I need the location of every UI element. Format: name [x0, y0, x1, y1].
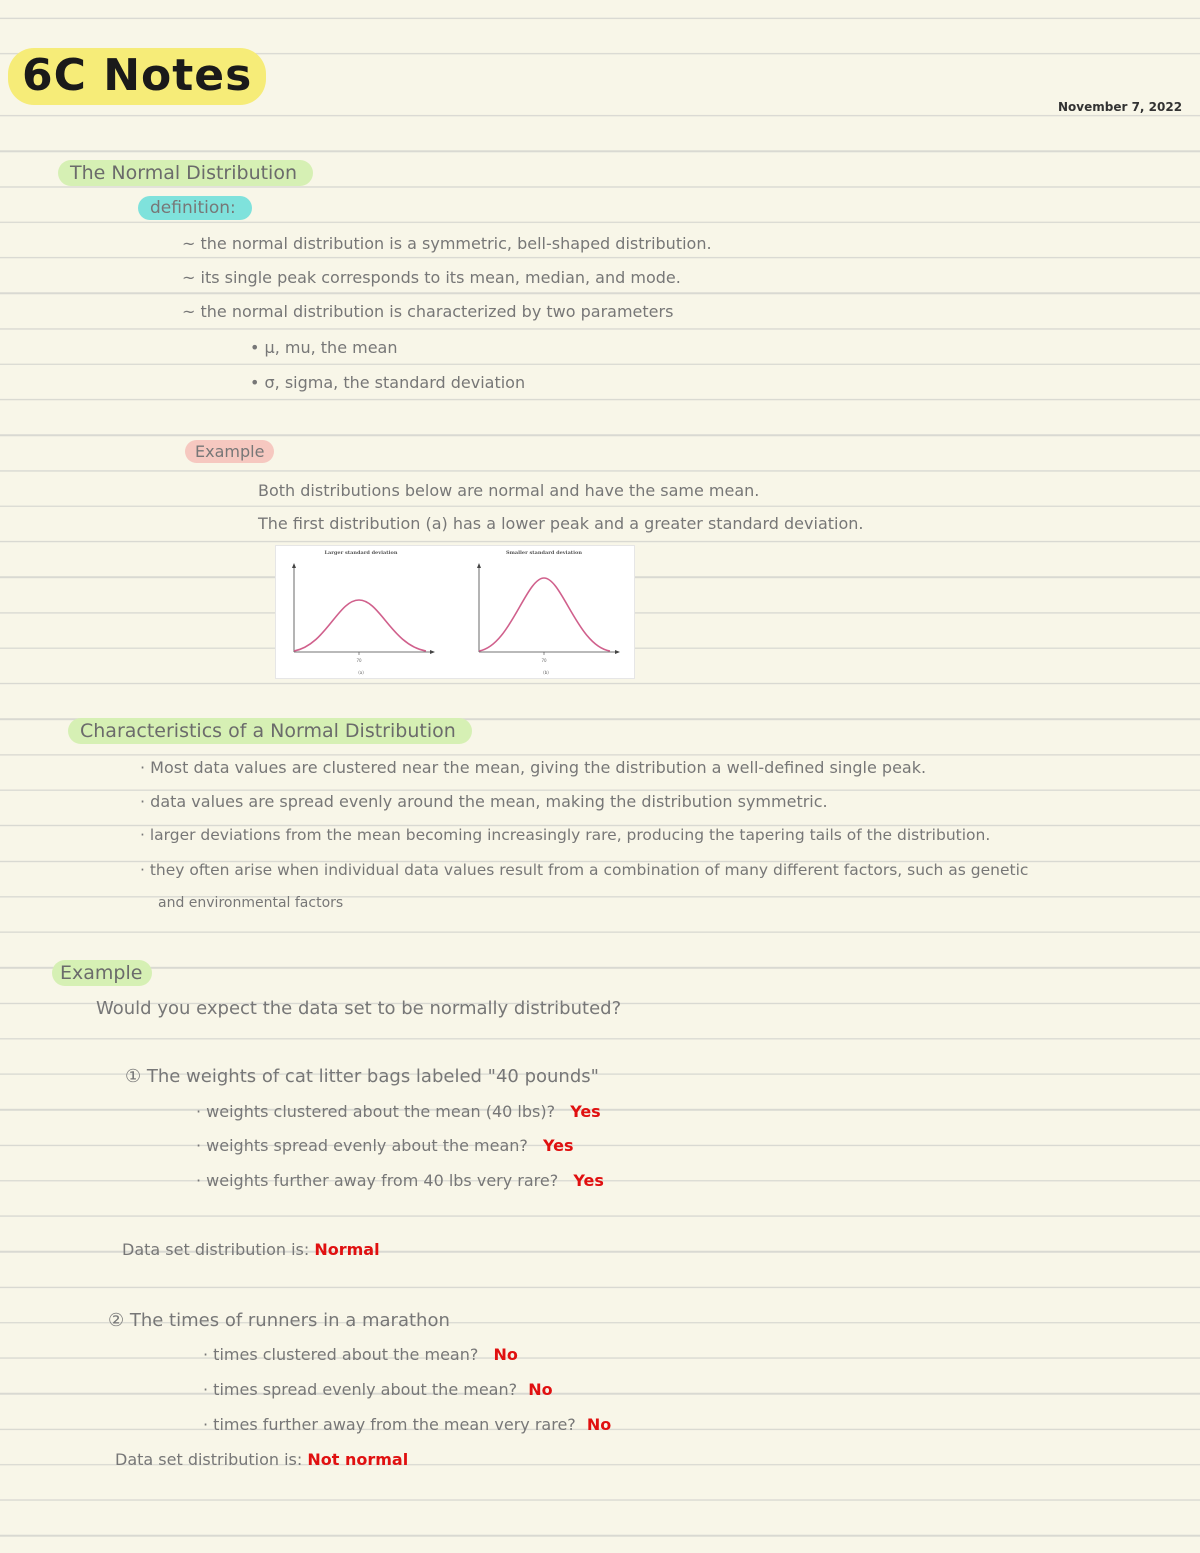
right-chart-title: Smaller standard deviation	[505, 550, 583, 556]
check-text: · times further away from the mean very rare?	[203, 1415, 576, 1434]
case2-check	[203, 1345, 518, 1364]
definition-label: definition:	[138, 196, 252, 220]
check-answer: Yes	[573, 1171, 604, 1190]
left-mean-label: 70	[356, 658, 362, 663]
characteristic-item: · larger deviations from the mean becoming increasingly rare, producing the tapering tails of the distribution.	[140, 826, 991, 844]
left-chart-title: Larger standard deviation	[324, 550, 398, 556]
characteristic-item: · Most data values are clustered near the mean, giving the distribution a well-defined single peak.	[140, 758, 927, 777]
right-x-arrow	[615, 650, 620, 654]
left-y-arrow	[292, 563, 296, 568]
result-label: Data set distribution is:	[115, 1450, 303, 1469]
case2-title: ② The times of runners in a marathon	[108, 1310, 450, 1331]
right-mean-label: 70	[541, 658, 547, 663]
page-date: November 7, 2022	[1058, 100, 1183, 114]
case2-result	[115, 1450, 408, 1469]
characteristic-item: · data values are spread evenly around the mean, making the distribution symmetric.	[140, 792, 828, 811]
case1-check	[196, 1171, 604, 1190]
case2-check	[203, 1380, 553, 1399]
characteristic-item: · they often arise when individual data values result from a combination of many different factors, such as genetic	[140, 861, 1029, 879]
check-answer: No	[586, 1415, 612, 1434]
definition-item: ~ the normal distribution is a symmetric, bell-shaped distribution.	[182, 234, 712, 253]
section-heading-normal-distribution: The Normal Distribution	[58, 160, 313, 186]
example-question: Would you expect the data set to be normally distributed?	[96, 998, 622, 1019]
parameter-item: • σ, sigma, the standard deviation	[250, 373, 526, 392]
right-normal-curve	[479, 578, 610, 651]
check-answer: No	[528, 1380, 553, 1399]
check-answer: Yes	[570, 1102, 601, 1121]
case1-check	[196, 1136, 574, 1155]
case2-check	[203, 1415, 611, 1434]
right-y-arrow	[477, 563, 481, 568]
check-text: · times clustered about the mean?	[203, 1345, 479, 1364]
example-line: Both distributions below are normal and have the same mean.	[258, 481, 760, 500]
parameter-item: • μ, mu, the mean	[250, 338, 398, 357]
definition-item: ~ its single peak corresponds to its mean, median, and mode.	[182, 268, 681, 287]
characteristic-item-continuation: and environmental factors	[158, 895, 344, 911]
check-text: · weights further away from 40 lbs very rare?	[196, 1171, 559, 1190]
normal-distribution-figure	[275, 545, 635, 679]
definition-item: ~ the normal distribution is characterized by two parameters	[182, 302, 674, 321]
case1-check	[196, 1102, 601, 1121]
example-label: Example	[185, 440, 274, 463]
page-title: 6C Notes	[8, 48, 266, 105]
result-value: Normal	[314, 1240, 380, 1259]
case1-title: ① The weights of cat litter bags labeled "40 pounds"	[125, 1066, 599, 1087]
check-text: · weights clustered about the mean (40 lbs)?	[196, 1102, 556, 1121]
check-answer: Yes	[543, 1136, 574, 1155]
section-heading-characteristics: Characteristics of a Normal Distribution	[68, 718, 472, 744]
check-text: · weights spread evenly about the mean?	[196, 1136, 528, 1155]
check-answer: No	[493, 1345, 518, 1364]
case1-result	[122, 1240, 380, 1259]
check-text: · times spread evenly about the mean?	[203, 1380, 518, 1399]
result-value: Not normal	[307, 1450, 409, 1469]
left-x-arrow	[430, 650, 435, 654]
right-caption: (b)	[543, 670, 549, 675]
left-caption: (a)	[358, 670, 364, 675]
result-label: Data set distribution is:	[122, 1240, 310, 1259]
left-normal-curve	[294, 600, 426, 651]
example-line: The first distribution (a) has a lower peak and a greater standard deviation.	[258, 514, 864, 533]
example-heading: Example	[52, 960, 152, 986]
